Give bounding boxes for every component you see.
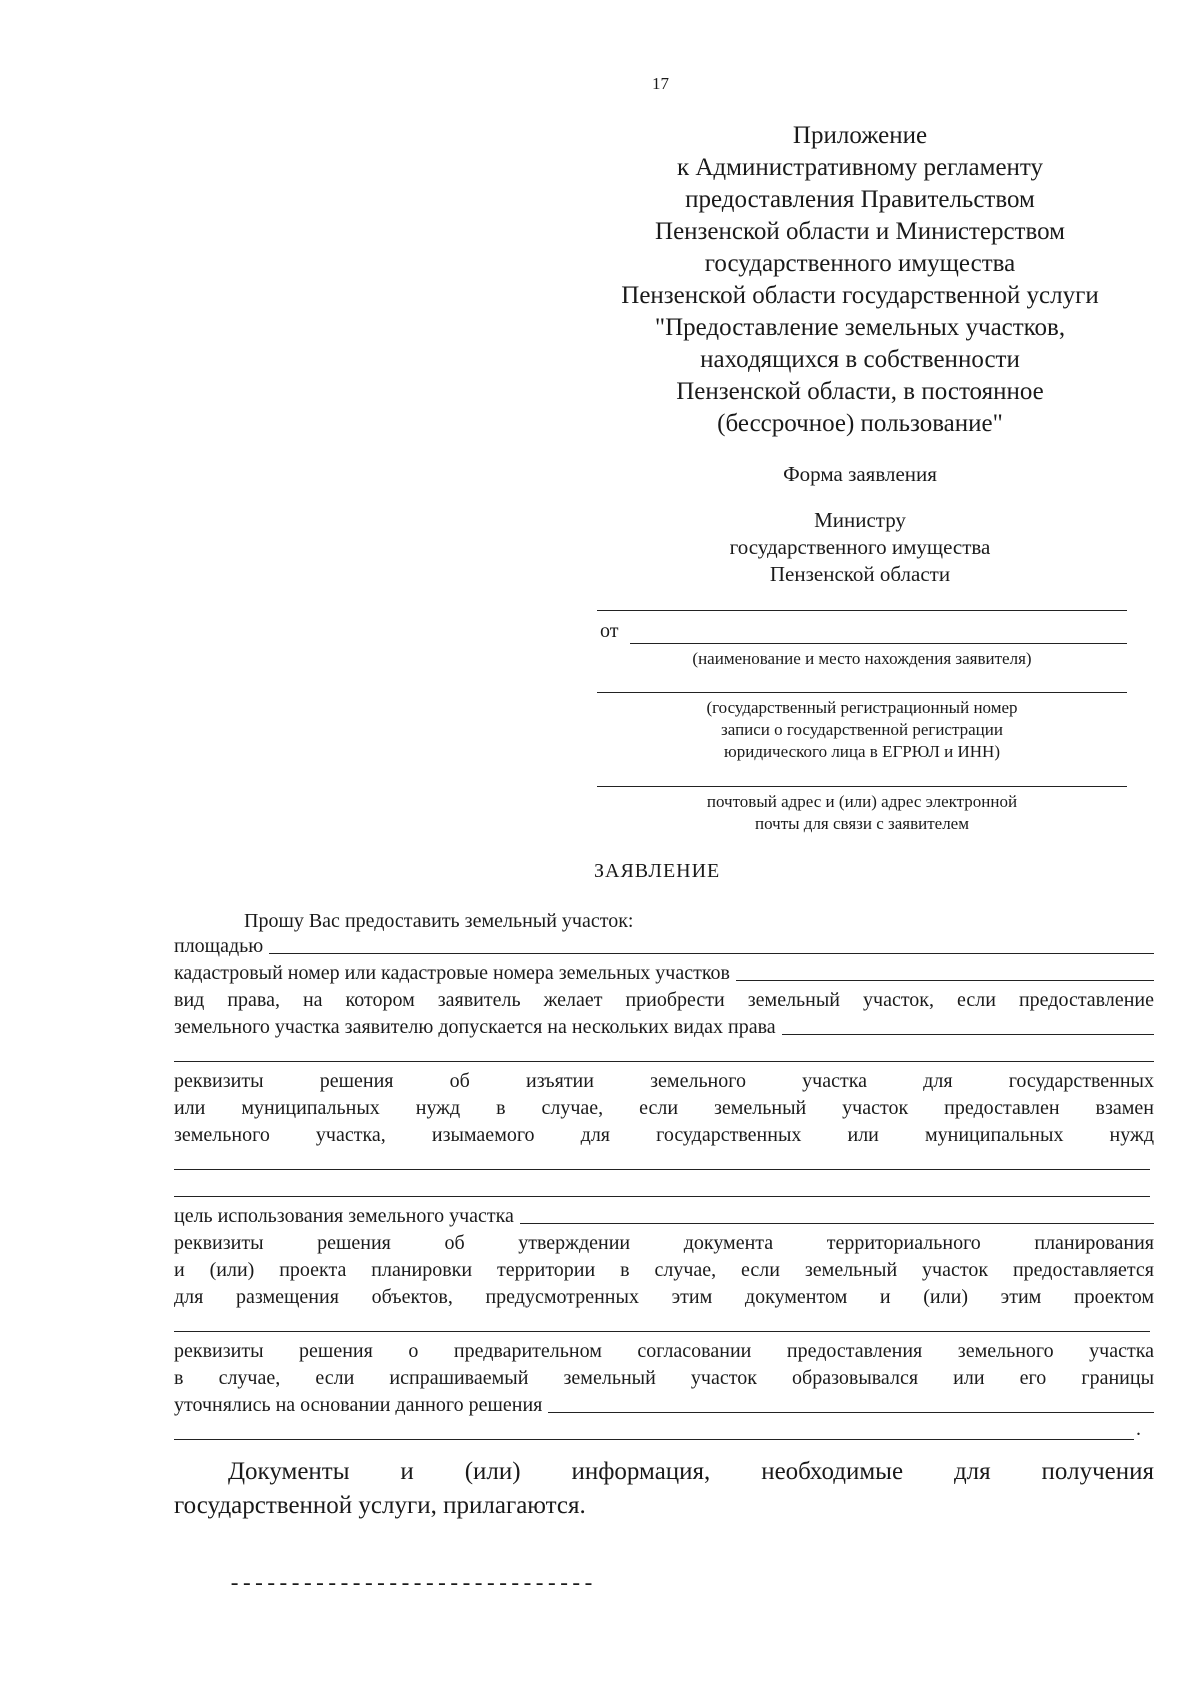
field-label: уточнялись на основании данного решения: [174, 1394, 543, 1416]
appendix-line: "Предоставление земельных участков,: [654, 314, 1066, 341]
closing-line: Документы и (или) информация, необходимые для получения: [228, 1458, 1154, 1485]
blank-line[interactable]: [174, 1331, 1150, 1332]
field-blank[interactable]: [736, 980, 1154, 981]
field-blank[interactable]: [782, 1034, 1154, 1035]
blank-line-addressee[interactable]: [597, 610, 1127, 611]
appendix-header: [570, 120, 1150, 440]
field-blank[interactable]: [520, 1223, 1154, 1224]
field-planning-line: и (или) проекта планировки территории в случае, если земельный участок предоставляется: [174, 1259, 1154, 1281]
registration-caption: [597, 697, 1127, 763]
addressee-block: [650, 507, 1070, 588]
request-intro: Прошу Вас предоставить земельный участок:: [244, 910, 634, 932]
appendix-line: Пензенской области государственной услуги: [621, 282, 1099, 309]
form-label: Форма заявления: [783, 462, 937, 486]
blank-line-registration[interactable]: [597, 692, 1127, 693]
appendix-line: предоставления Правительством: [685, 186, 1035, 213]
field-seizure-line: реквизиты решения об изъятии земельного участка для государственных: [174, 1070, 1154, 1092]
caption-line: записи о государственной регистрации: [721, 720, 1003, 739]
caption-line: почтовый адрес и (или) адрес электронной: [706, 792, 1018, 811]
blank-line-applicant[interactable]: [630, 643, 1127, 644]
appendix-line: Пензенской области и Министерством: [655, 218, 1065, 245]
from-label: от: [600, 620, 619, 642]
addressee-line: государственного имущества: [729, 535, 991, 559]
addressee-line: Пензенской области: [769, 562, 951, 586]
closing-line: государственной услуги, прилагаются.: [174, 1492, 586, 1519]
field-purpose: [174, 1203, 1154, 1230]
field-right-type: [174, 1014, 1154, 1041]
field-label: площадью: [174, 935, 264, 957]
field-blank[interactable]: [548, 1412, 1154, 1413]
document-title: ЗАЯВЛЕНИЕ: [594, 860, 721, 882]
end-mark: ------------------------------: [228, 1572, 595, 1597]
field-right-type-line: вид права, на котором заявитель желает приобрести земельный участок, если предоставление: [174, 989, 1154, 1011]
field-preliminary: [174, 1392, 1154, 1419]
field-area: [174, 933, 1154, 960]
appendix-line: Пензенской области, в постоянное: [676, 378, 1044, 405]
contact-caption: [597, 791, 1127, 835]
appendix-line: находящихся в собственности: [700, 346, 1020, 373]
blank-line[interactable]: [174, 1439, 1134, 1440]
addressee-line: Министру: [814, 508, 906, 532]
appendix-line: к Административному регламенту: [676, 154, 1044, 181]
field-seizure-line: земельного участка, изымаемого для государственных или муниципальных нужд: [174, 1124, 1154, 1146]
field-label: кадастровый номер или кадастровые номера земельных участков: [174, 962, 730, 984]
caption-line: почты для связи с заявителем: [754, 814, 969, 833]
field-preliminary-line: реквизиты решения о предварительном согласовании предоставления земельного участка: [174, 1340, 1154, 1362]
applicant-caption: (наименование и место нахождения заявителя): [692, 649, 1032, 668]
blank-line[interactable]: [174, 1196, 1150, 1197]
field-cadastral: [174, 960, 1154, 987]
appendix-line: (бессрочное) пользование": [717, 410, 1003, 437]
field-label: земельного участка заявителю допускается на нескольких видах права: [174, 1016, 776, 1038]
field-planning-line: реквизиты решения об утверждении документа территориального планирования: [174, 1232, 1154, 1254]
blank-line-contact[interactable]: [597, 786, 1127, 787]
period-mark: .: [1136, 1418, 1141, 1440]
blank-line[interactable]: [174, 1169, 1150, 1170]
appendix-line: Приложение: [792, 122, 928, 149]
blank-line[interactable]: [174, 1061, 1154, 1062]
caption-line: юридического лица в ЕГРЮЛ и ИНН): [724, 742, 1000, 761]
field-planning-line: для размещения объектов, предусмотренных этим документом и (или) этим проектом: [174, 1286, 1154, 1308]
page-number: 17: [652, 74, 669, 93]
caption-line: (государственный регистрационный номер: [706, 698, 1018, 717]
field-seizure-line: или муниципальных нужд в случае, если земельный участок предоставлен взамен: [174, 1097, 1154, 1119]
field-label: цель использования земельного участка: [174, 1205, 514, 1227]
field-blank[interactable]: [269, 953, 1154, 954]
field-preliminary-line: в случае, если испрашиваемый земельный участок образовывался или его границы: [174, 1367, 1154, 1389]
appendix-line: государственного имущества: [704, 250, 1016, 277]
